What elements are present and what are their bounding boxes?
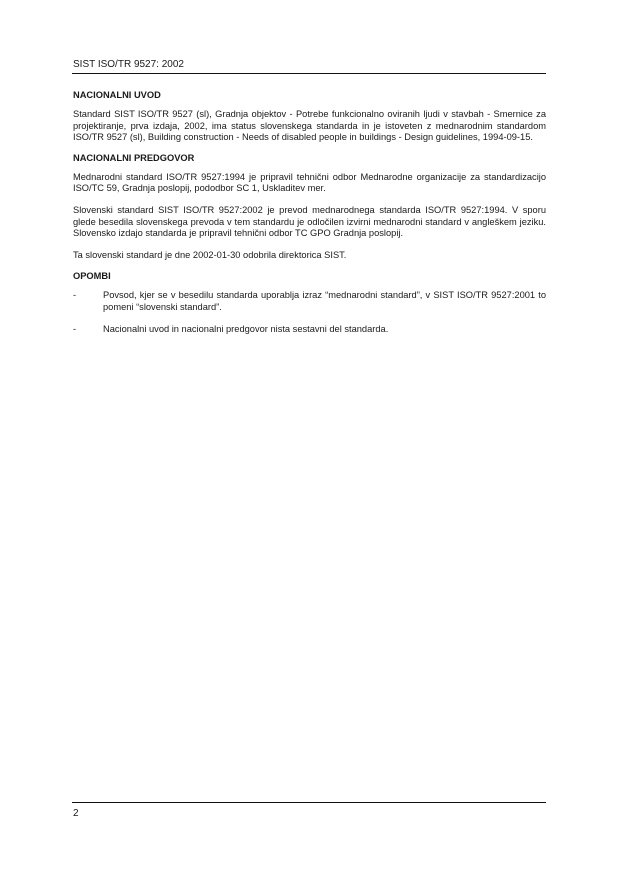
note-item: [73, 324, 546, 336]
paragraph: Slovenski standard SIST ISO/TR 9527:2002 je prevod mednarodnega standarda ISO/TR 9527:1994. V sporu glede besedila slovenskega prevoda v tem standardu je odločilen izvirni mednarodni standard v angleškem jeziku. Slovensko izdajo standarda je pripravil tehnični odbor TC GPO Gradnja poslopij.: [73, 204, 546, 239]
notes-list: [73, 290, 546, 335]
paragraph: Ta slovenski standard je dne 2002-01-30 odobrila direktorica SIST.: [73, 249, 347, 260]
section-heading: NACIONALNI UVOD: [73, 90, 161, 100]
note-text: Povsod, kjer se v besedilu standarda uporablja izraz “mednarodni standard”, v SIST ISO/TR 9527:2001 to pomeni “slovenski standard”.: [103, 290, 546, 312]
page-number: 2: [73, 808, 79, 819]
section-nacionalni-predgovor: [73, 153, 546, 262]
section-heading: OPOMBI: [73, 271, 111, 282]
dash-bullet: -: [73, 290, 77, 301]
paragraph: Mednarodni standard ISO/TR 9527:1994 je pripravil tehnični odbor Mednarodne organizacije za standardizacijo ISO/TC 59, Gradnja poslopij, pododbor SC 1, Uskladitev mer.: [73, 171, 546, 194]
paragraph: Standard SIST ISO/TR 9527 (sl), Gradnja objektov - Potrebe funkcionalno oviranih ljudi v stavbah - Smernice za projektiranje, prva izdaja, 2002, ima status slovenskega standarda in je istoveten z mednarodnim standardom ISO/TR 9527 (sl), Building construction - Needs of disabled people in buildings - Design guidelines, 1994-09-15.: [73, 109, 546, 143]
section-nacionalni-uvod: [73, 90, 546, 144]
document-body: [73, 90, 546, 345]
dash-bullet: -: [73, 323, 77, 334]
section-heading: NACIONALNI PREDGOVOR: [73, 152, 195, 163]
note-text: Nacionalni uvod in nacionalni predgovor nista sestavni del standarda.: [103, 323, 389, 334]
page-header-title: SIST ISO/TR 9527: 2002: [73, 59, 184, 70]
section-opombi: [73, 271, 546, 335]
note-item: [73, 290, 546, 313]
header-rule: [72, 73, 546, 74]
footer-rule: [72, 802, 546, 803]
